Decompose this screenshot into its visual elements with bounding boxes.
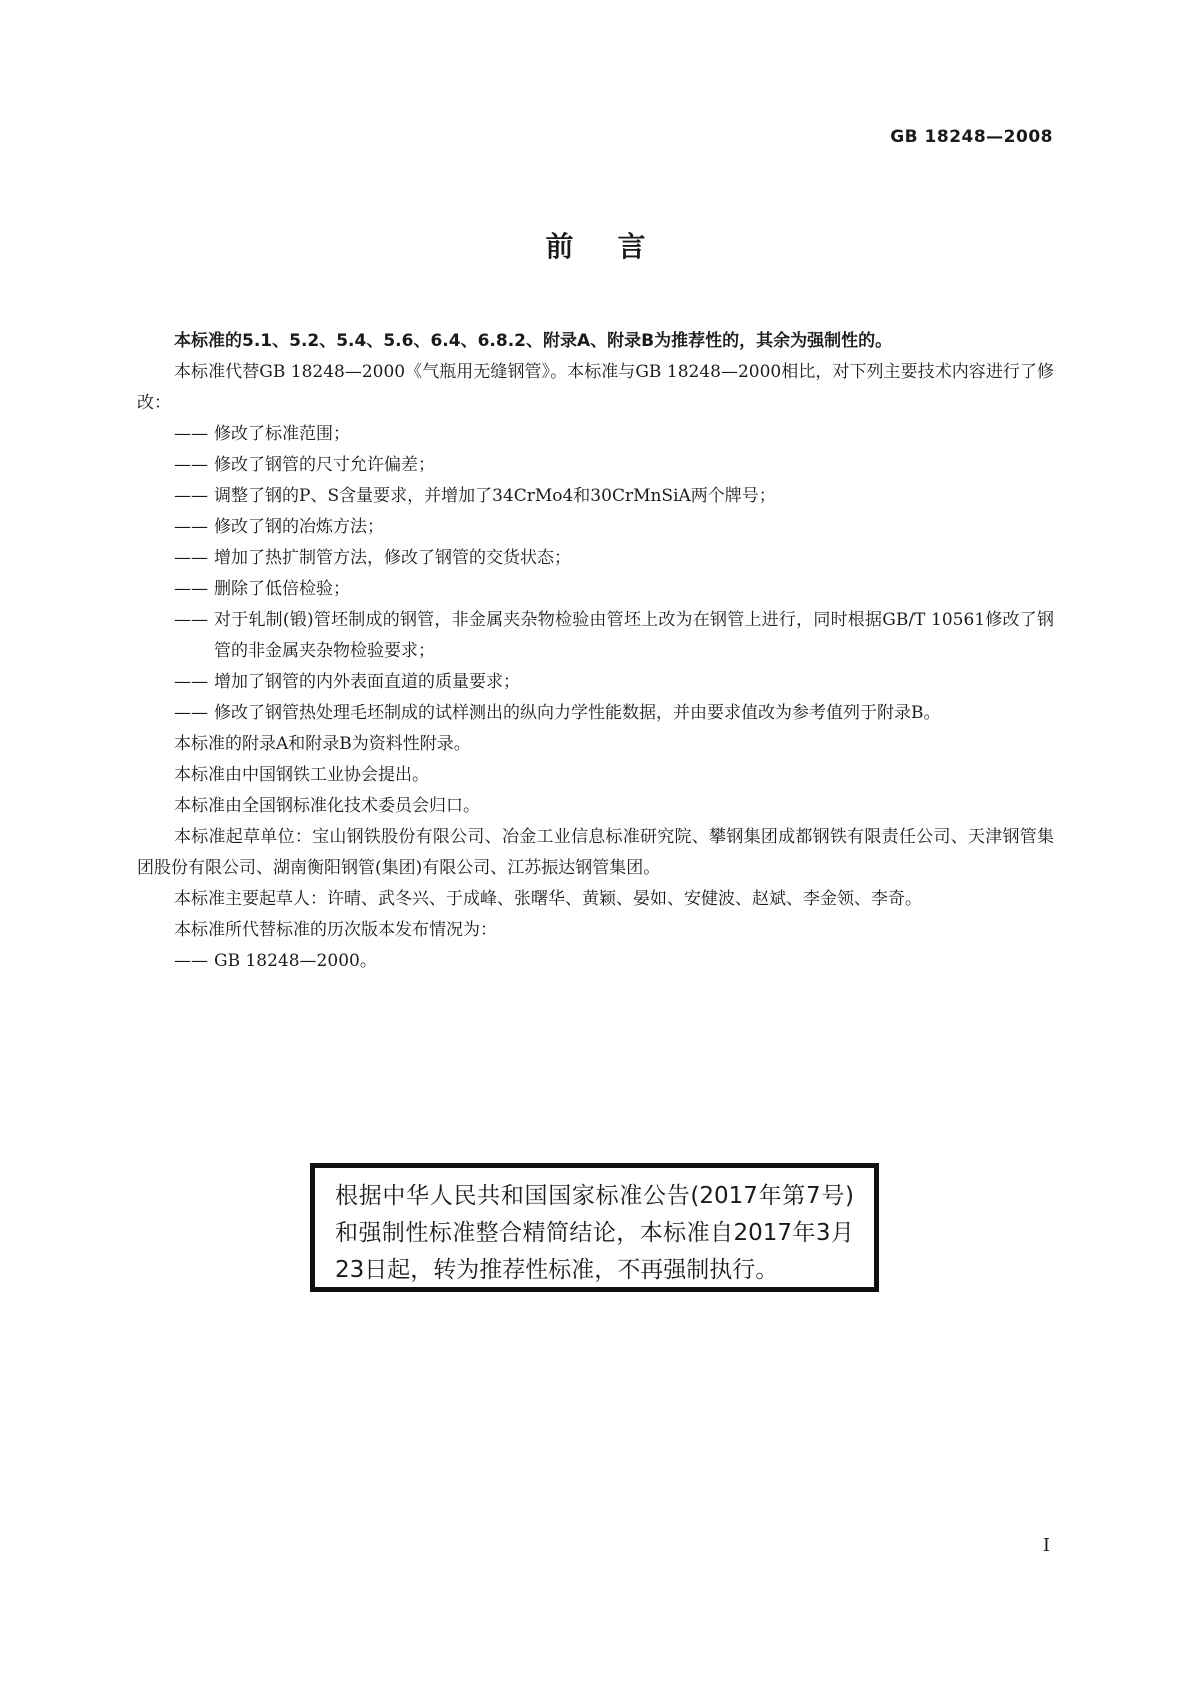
list-item xyxy=(137,698,1054,729)
drafting-units-paragraph: 本标准起草单位：宝山钢铁股份有限公司、冶金工业信息标准研究院、攀钢集团成都钢铁有限责任公司、天津钢管集团股份有限公司、湖南衡阳钢管(集团)有限公司、江苏振达钢管集团。 xyxy=(137,827,1054,878)
foreword-body xyxy=(137,326,1054,977)
change-item-text: 修改了钢管的尺寸允许偏差； xyxy=(214,455,435,475)
list-item xyxy=(137,667,1054,698)
notice-box: 根据中华人民共和国国家标准公告(2017年第7号)和强制性标准整合精简结论，本标准自2017年3月23日起，转为推荐性标准，不再强制执行。 xyxy=(310,1163,879,1292)
dash-marker: —— xyxy=(174,951,208,971)
drafters-paragraph: 本标准主要起草人：许晴、武冬兴、于成峰、张曙华、黄颖、晏如、安健波、赵斌、李金领、李奇。 xyxy=(174,889,922,909)
dash-marker: —— xyxy=(174,703,208,723)
change-item-text: 修改了标准范围； xyxy=(214,424,350,444)
list-item xyxy=(137,543,1054,574)
history-item-text: GB 18248—2000。 xyxy=(214,951,377,971)
lead-paragraph: 本标准的5.1、5.2、5.4、5.6、6.4、6.8.2、附录A、附录B为推荐性的，其余为强制性的。 xyxy=(174,331,893,351)
history-paragraph: 本标准所代替标准的历次版本发布情况为： xyxy=(174,920,497,940)
proposer-paragraph: 本标准由中国钢铁工业协会提出。 xyxy=(174,765,429,785)
change-item-text: 增加了钢管的内外表面直道的质量要求； xyxy=(214,672,520,692)
page-title: 前言 xyxy=(545,230,690,263)
change-item-text: 删除了低倍检验； xyxy=(214,579,350,599)
list-item xyxy=(137,419,1054,450)
list-item xyxy=(137,450,1054,481)
change-item-text: 调整了钢的P、S含量要求，并增加了34CrMo4和30CrMnSiA两个牌号； xyxy=(214,486,776,506)
dash-marker: —— xyxy=(174,579,208,599)
intro-paragraph: 本标准代替GB 18248—2000《气瓶用无缝钢管》。本标准与GB 18248—2000相比，对下列主要技术内容进行了修改： xyxy=(137,362,1054,413)
dash-marker: —— xyxy=(174,517,208,537)
change-item-text: 增加了热扩制管方法，修改了钢管的交货状态； xyxy=(214,548,571,568)
dash-marker: —— xyxy=(174,455,208,475)
dash-marker: —— xyxy=(174,548,208,568)
committee-paragraph: 本标准由全国钢标准化技术委员会归口。 xyxy=(174,796,480,816)
annex-paragraph: 本标准的附录A和附录B为资料性附录。 xyxy=(174,734,471,754)
dash-marker: —— xyxy=(174,424,208,444)
list-item xyxy=(137,574,1054,605)
list-item xyxy=(137,605,1054,667)
list-item xyxy=(137,946,1054,977)
standard-code: GB 18248—2008 xyxy=(890,127,1053,147)
page-number: I xyxy=(1042,1535,1050,1556)
change-item-text: 修改了钢管热处理毛坯制成的试样测出的纵向力学性能数据，并由要求值改为参考值列于附录B。 xyxy=(214,703,941,723)
change-item-text: 对于轧制(锻)管坯制成的钢管，非金属夹杂物检验由管坯上改为在钢管上进行，同时根据GB/T 10561修改了钢管的非金属夹杂物检验要求； xyxy=(214,610,1054,661)
dash-marker: —— xyxy=(174,486,208,506)
dash-marker: —— xyxy=(174,672,208,692)
dash-marker: —— xyxy=(174,610,208,630)
list-item xyxy=(137,481,1054,512)
change-item-text: 修改了钢的冶炼方法； xyxy=(214,517,384,537)
list-item xyxy=(137,512,1054,543)
